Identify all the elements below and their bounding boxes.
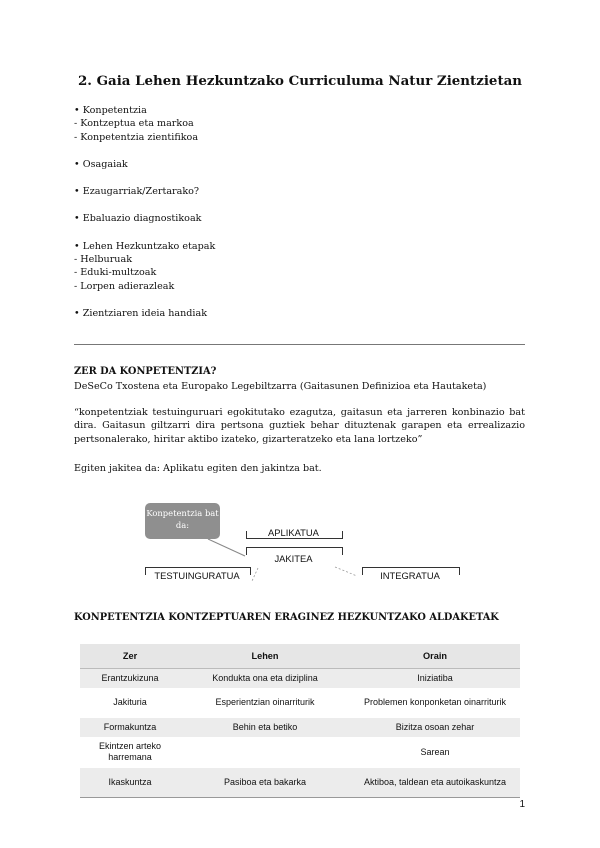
table-cell: Sarean <box>420 746 450 757</box>
toc-item: • Konpetentzia <box>74 105 147 116</box>
table-cell: Bizitza osoan zehar <box>350 718 520 737</box>
source-line: DeSeCo Txostena eta Europako Legebiltzarra (Gaitasunen Definizioa eta Hautaketa) <box>74 381 487 392</box>
toc-item: • Ezaugarriak/Zertarako? <box>74 186 200 198</box>
table-cell: Kondukta ona eta diziplina <box>180 669 350 688</box>
toc-item: • Lehen Hezkuntzako etapak <box>74 240 216 252</box>
table-row <box>80 688 520 718</box>
table-cell: Erantzukizuna <box>80 669 180 688</box>
table-cell: Esperientzian oinarriturik <box>215 697 315 707</box>
table-row <box>80 768 520 798</box>
page-title: 2. Gaia Lehen Hezkuntzako Curriculuma Natur Zientzietan <box>77 73 523 89</box>
table-row <box>80 718 520 737</box>
definition-quote: “konpetentziak testuinguruari egokitutako ezagutza, gaitasun eta jarreren konbinazio bat dira. Gaitasun giltzarri dira pertsona guztiek behar dituztenak garapen eta errealizazio pertsonalerako, hiritar aktibo izateko, gizarteratzeko eta lana lortzeko” <box>74 407 525 445</box>
toc-item: • Ebaluazio diagnostikoak <box>74 213 202 225</box>
toc-subitem: - Kontzeptua eta markoa <box>74 118 194 130</box>
concept-bubble: Konpetentzia bat da: <box>145 503 220 539</box>
column-header: Zer <box>80 644 180 669</box>
section-heading-aldaketak: KONPETENTZIA KONTZEPTUAREN ERAGINEZ HEZKUNTZAKO ALDAKETAK <box>74 612 499 623</box>
table-cell: Pasiboa eta bakarka <box>180 768 350 798</box>
column-header: Orain <box>350 644 520 669</box>
definition-summary: Egiten jakitea da: Aplikatu egiten den jakintza bat. <box>74 463 322 474</box>
changes-table <box>80 644 520 798</box>
label-integratua: INTEGRATUA <box>380 570 440 581</box>
table-cell <box>180 737 350 768</box>
table-cell: Problemen konponketan oinarriturik <box>363 697 507 707</box>
toc-subitem: - Lorpen adierazleak <box>74 280 175 292</box>
toc-subitem: - Helburuak <box>74 254 133 266</box>
label-jakitea: JAKITEA <box>274 553 313 564</box>
toc-subitem: - Eduki-multzoak <box>74 267 157 279</box>
toc-subitem: - Konpetentzia zientifikoa <box>74 131 199 143</box>
toc-item: • Zientziaren ideia handiak <box>74 307 208 319</box>
column-header: Lehen <box>180 644 350 669</box>
table-cell: Aktiboa, taldean eta autoikaskuntza <box>350 768 520 798</box>
table-row <box>80 737 520 768</box>
table-cell: Jakituria <box>113 697 147 707</box>
table-cell: Ekintzen arteko harremana <box>98 741 162 762</box>
table-header-row <box>80 644 520 669</box>
label-testuinguratua: TESTUINGURATUA <box>154 570 240 581</box>
table-cell: Ikaskuntza <box>80 768 180 798</box>
table-row <box>80 669 520 688</box>
table-cell: Formakuntza <box>80 718 180 737</box>
page-number: 1 <box>519 799 525 810</box>
toc-item: • Osagaiak <box>74 158 128 170</box>
table-cell: Iniziatiba <box>350 669 520 688</box>
bracket-aplikatua <box>246 531 343 539</box>
section-heading-konpetentzia: ZER DA KONPETENTZIA? <box>74 366 217 377</box>
label-aplikatua: APLIKATUA <box>268 527 319 538</box>
table-cell: Behin eta betiko <box>180 718 350 737</box>
